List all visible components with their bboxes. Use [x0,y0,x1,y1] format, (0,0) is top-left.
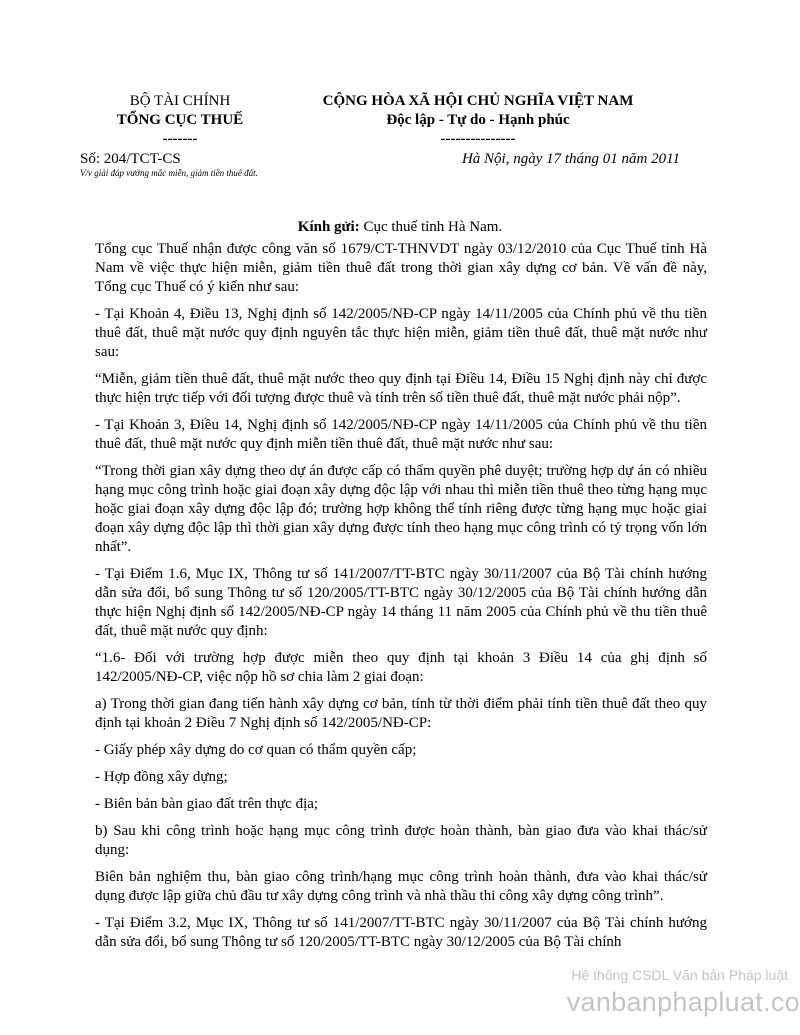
country-name: CỘNG HÒA XÃ HỘI CHỦ NGHĨA VIỆT NAM [322,93,634,109]
body-paragraph: Biên bản nghiệm thu, bàn giao công trình/hạng mục công trình hoàn thành, đưa vào khai thác/sử dụng được lập giữa chủ đầu tư xây dựng công trình và nhà thầu thi công xây dựng công trình”. [95,869,707,904]
body-paragraph: - Biên bản bàn giao đất trên thực địa; [95,796,319,812]
body-paragraph: “Miễn, giảm tiền thuê đất, thuê mặt nước theo quy định tại Điều 14, Điều 15 Nghị định này chỉ được thực hiện trực tiếp với đối tượng được thuê và tính trên số tiền thuê đất, thuê mặt nước phải nộp”. [95,371,707,406]
watermark-caption: Hệ thống CSDL Văn bản Pháp luật [571,967,788,983]
body-paragraph: “Trong thời gian xây dựng theo dự án được cấp có thẩm quyền phê duyệt; trường hợp dự án có nhiều hạng mục công trình hoặc giai đoạn xây dựng độc lập với nhau thì miễn tiền thuê theo từng hạng mục hoặc giai đoạn xây dựng độc lập đó; trường hợp không thể tính riêng được từng hạng mục hoặc giai đoạn xây dựng độc lập thì thời gian xây dựng được tính theo hạng mục công trình có tỷ trọng vốn lớn nhất”. [95,463,707,555]
body-paragraph: - Tại Khoản 3, Điều 14, Nghị định số 142/2005/NĐ-CP ngày 14/11/2005 của Chính phủ về thu tiền thuê đất, thuê mặt nước quy định miễn tiền thuê đất, thuê mặt nước như sau: [95,417,707,452]
body-paragraph: - Tại Khoản 4, Điều 13, Nghị định số 142/2005/NĐ-CP ngày 14/11/2005 của Chính phủ về thu tiền thuê đất, thuê mặt nước quy định nguyên tắc thực hiện miễn, giảm tiền thuê đất, thuê mặt nước như sau: [95,306,707,360]
body-paragraph: - Tại Điểm 3.2, Mục IX, Thông tư số 141/2007/TT-BTC ngày 30/11/2007 của Bộ Tài chính hướng dẫn sửa đổi, bổ sung Thông tư số 120/2005/TT-BTC ngày 30/12/2005 của Bộ Tài chính [95,915,707,950]
recipient-name: Cục thuế tỉnh Hà Nam. [359,219,503,235]
body-paragraph: Tổng cục Thuế nhận được công văn số 1679/CT-THNVDT ngày 03/12/2010 của Cục Thuế tỉnh Hà Nam về việc thực hiện miễn, giảm tiền thuê đất trong thời gian xây dựng cơ bản. Về vấn đề này, Tổng cục Thuế có ý kiến như sau: [95,241,707,295]
document-number: Số: 204/TCT-CS [80,151,181,167]
department-name: TỔNG CỤC THUẾ [116,112,244,128]
header-divider-right: --------------- [440,131,516,147]
body-paragraph: - Tại Điểm 1.6, Mục IX, Thông tư số 141/2007/TT-BTC ngày 30/11/2007 của Bộ Tài chính hướng dẫn sửa đổi, bổ sung Thông tư số 120/2005/TT-BTC ngày 30/12/2005 của Bộ Tài chính hướng dẫn thực hiện Nghị định số 142/2005/NĐ-CP ngày 14 tháng 11 năm 2005 của Chính phủ về thu tiền thuê đất, thuê mặt nước quy định: [95,566,707,639]
ministry-name: BỘ TÀI CHÍNH [129,93,231,109]
watermark [480,966,800,1020]
body-paragraph: - Hợp đồng xây dựng; [95,769,228,785]
recipient-line [80,218,720,237]
recipient-label: Kính gửi: [297,219,360,235]
document-date: Hà Nội, ngày 17 tháng 01 năm 2011 [461,151,680,167]
body-paragraph: b) Sau khi công trình hoặc hạng mục công trình được hoàn thành, bàn giao đưa vào khai thác/sử dụng: [95,823,707,858]
body-paragraph: - Giấy phép xây dựng do cơ quan có thẩm quyền cấp; [95,742,417,758]
header-divider-left: ------- [162,131,198,147]
document-body [95,240,707,960]
document-subject: V/v giải đáp vướng mắc miễn, giảm tiền thuê đất. [80,168,258,178]
body-paragraph: a) Trong thời gian đang tiến hành xây dựng cơ bản, tính từ thời điểm phải tính tiền thuê đất theo quy định tại khoản 2 Điều 7 Nghị định số 142/2005/NĐ-CP: [95,696,707,731]
watermark-site: vanbanphapluat.co [566,987,800,1017]
national-motto: Độc lập - Tự do - Hạnh phúc [386,112,570,128]
national-header [288,92,668,149]
body-paragraph: “1.6- Đối với trường hợp được miễn theo quy định tại khoản 3 Điều 14 của ghị định số 142/2005/NĐ-CP, việc nộp hồ sơ chia làm 2 giai đoạn: [95,650,707,685]
issuer-header [80,92,280,149]
